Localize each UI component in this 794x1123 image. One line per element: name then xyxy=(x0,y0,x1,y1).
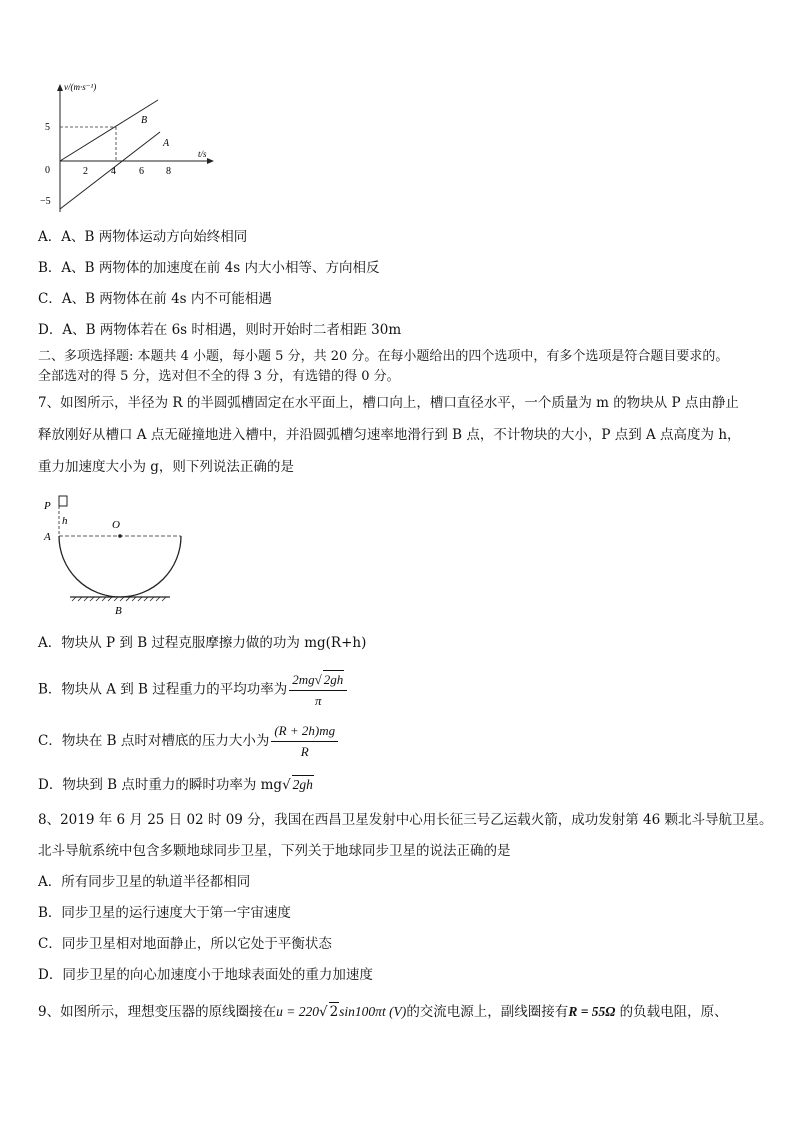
y-tick-0: 0 xyxy=(45,165,50,176)
label-P: P xyxy=(44,500,51,512)
label-h: h xyxy=(62,515,68,527)
q6-option-a: A．A、B 两物体运动方向始终相同 xyxy=(38,229,248,245)
q7-option-d-rad: 2gh xyxy=(292,777,313,792)
q7-option-c-fraction xyxy=(271,722,338,761)
x-tick-6: 6 xyxy=(139,166,144,177)
line-B xyxy=(60,100,158,161)
section2-instructions-line2: 全部选对的得 5 分，选对但不全的得 3 分，有选错的得 0 分。 xyxy=(38,369,400,384)
q7-option-b-num-pre: 2mg xyxy=(292,672,315,687)
x-tick-4: 4 xyxy=(111,166,116,177)
center-O xyxy=(118,534,122,538)
q9-stem-mid: 的交流电源上，副线圈接有 xyxy=(406,1004,569,1020)
q7-option-b-fraction: $\frac{2mg√ 2gh}{\pi}$ xyxy=(289,670,347,710)
q7-option-c xyxy=(38,722,338,761)
q7-stem-line2: 释放刚好从槽口 A 点无碰撞地进入槽中，并沿圆弧槽匀速率地滑行到 B 点，不计物块的大小，P 点到 A 点高度为 h， xyxy=(38,427,741,443)
x-tick-8: 8 xyxy=(166,166,171,177)
x-axis-label: t/s xyxy=(198,149,207,159)
q6-option-b: B．A、B 两物体的加速度在前 4s 内大小相等、方向相反 xyxy=(38,260,380,276)
q7-option-b-num-rad: 2gh xyxy=(323,672,344,687)
q7-stem-line3: 重力加速度大小为 g，则下列说法正确的是 xyxy=(38,459,294,475)
section2-instructions-line1: 二、多项选择题: 本题共 4 小题，每小题 5 分，共 20 分。在每小题给出的四个选项中，有多个选项是符合题目要求的。 xyxy=(38,349,729,364)
line-A-label: A xyxy=(163,138,170,149)
q9-stem-post: 的负载电阻，原、 xyxy=(619,1004,728,1020)
label-A: A xyxy=(44,531,51,543)
q8-option-c: C．同步卫星相对地面静止，所以它处于平衡状态 xyxy=(38,936,332,952)
q7-option-c-num: (R + 2h)mg xyxy=(271,722,338,742)
q7-option-c-den: R xyxy=(300,744,309,759)
q7-option-d: D．物块到 B 点时重力的瞬时功率为 mg√ 2gh xyxy=(38,777,313,793)
q8-option-b: B．同步卫星的运行速度大于第一宇宙速度 xyxy=(38,905,291,921)
q9-formula-post: sin100πt (V) xyxy=(339,1004,407,1019)
y-tick-neg5: −5 xyxy=(40,196,51,207)
x-tick-2: 2 xyxy=(83,166,88,177)
q8-option-a: A．所有同步卫星的轨道半径都相同 xyxy=(38,874,251,890)
q9-formula-rad: 2 xyxy=(329,1004,339,1020)
q8-stem-line1: 8、2019 年 6 月 25 日 02 时 09 分，我国在西昌卫星发射中心用长征三号乙运载火箭，成功发射第 46 颗北斗导航卫星。 xyxy=(38,812,773,828)
line-A xyxy=(60,132,160,209)
q7-stem-line1: 7、如图所示，半径为 R 的半圆弧槽固定在水平面上，槽口向上，槽口直径水平，一个质量为 m 的物块从 P 点由静止 xyxy=(38,395,739,411)
y-axis-label: v/(m·s⁻¹) xyxy=(64,82,97,92)
q7-option-b-den: π xyxy=(315,693,322,708)
label-B: B xyxy=(115,605,122,617)
q9-stem-pre: 9、如图所示，理想变压器的原线圈接在 xyxy=(38,1004,277,1020)
block-P xyxy=(59,496,67,506)
q7-option-b-text: B．物块从 A 到 B 过程重力的平均功率为 xyxy=(38,681,288,698)
q7-option-a: A．物块从 P 到 B 过程克服摩擦力做的功为 mg(R+h) xyxy=(38,635,367,651)
q7-option-b xyxy=(38,670,347,710)
q9-resistance: R = 55Ω xyxy=(568,1004,616,1019)
x-axis-arrow xyxy=(207,158,214,164)
q9-formula-pre: u = 220 xyxy=(276,1004,319,1019)
y-axis-arrow xyxy=(57,84,63,91)
label-O: O xyxy=(112,519,120,531)
q7-option-d-text: D．物块到 B 点时重力的瞬时功率为 mg xyxy=(38,777,283,793)
line-B-label: B xyxy=(141,115,148,126)
y-tick-5: 5 xyxy=(45,122,50,133)
q6-option-c: C．A、B 两物体在前 4s 内不可能相遇 xyxy=(38,291,272,307)
q7-option-c-text: C．物块在 B 点时对槽底的压力大小为 xyxy=(38,733,270,749)
q8-stem-line2: 北斗导航系统中包含多颗地球同步卫星，下列关于地球同步卫星的说法正确的是 xyxy=(38,843,511,859)
q8-option-d: D．同步卫星的向心加速度小于地球表面处的重力加速度 xyxy=(38,967,373,983)
q9-stem-line1: 9、如图所示，理想变压器的原线圈接在u = 220√ 2sin100πt (V)的交流电源上，副线圈接有R = 55Ω 的负载电阻，原、 xyxy=(38,1004,728,1020)
semicircle-arc xyxy=(59,536,181,597)
q6-option-d: D．A、B 两物体若在 6s 时相遇，则时开始时二者相距 30m xyxy=(38,322,402,338)
semicircle-groove-figure xyxy=(40,490,200,620)
velocity-time-graph xyxy=(30,78,230,218)
